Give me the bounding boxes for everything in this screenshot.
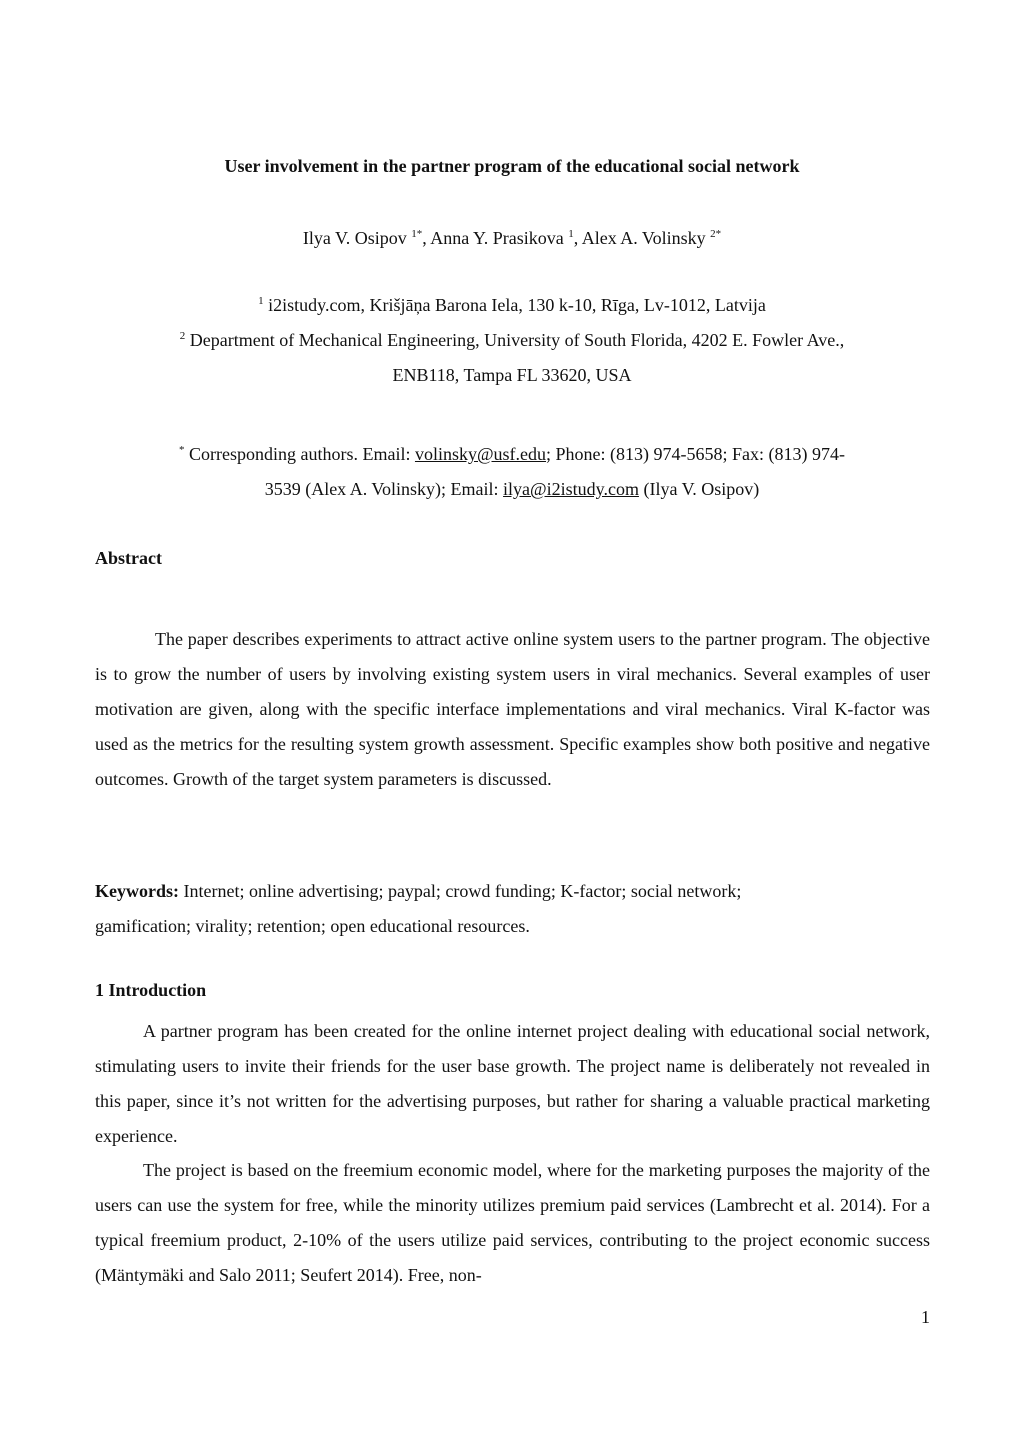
correspondence-prefix: Corresponding authors. Email: [188, 444, 415, 464]
keywords-line-2: gamification; virality; retention; open educational resources. [95, 916, 530, 936]
keywords-section [95, 874, 930, 944]
correspondence-line-1 [0, 444, 1024, 465]
abstract-body: The paper describes experiments to attract active online system users to the partner program. The objective is to grow the number of users by involving existing system users in viral mechanics. Several examples of user motivation are given, along with the specific interface implementations and viral mechanics. Viral K-factor was used as the metrics for the resulting system growth assessment. Specific examples show both positive and negative outcomes. Growth of the target system parameters is discussed. [95, 629, 930, 789]
affiliation-text: Department of Mechanical Engineering, University of South Florida, 4202 E. Fowler Ave., [189, 330, 845, 350]
introduction-heading: 1 Introduction [95, 980, 207, 1000]
correspondence-contact: ; Phone: (813) 974-5658; Fax: (813) 974- [546, 444, 845, 464]
affiliation-mark: 1 [258, 295, 264, 307]
author-name: Anna Y. Prasikova [430, 228, 564, 248]
affiliation-2-continued: ENB118, Tampa FL 33620, USA [392, 365, 632, 385]
email-link-osipov[interactable]: ilya@i2istudy.com [503, 479, 639, 499]
author-name: Alex A. Volinsky [581, 228, 706, 248]
affiliation-text: i2istudy.com, Krišjāņa Barona Iela, 130 k-10, Rīga, Lv-1012, Latvija [268, 295, 766, 315]
affiliation-2 [0, 330, 1024, 351]
correspondence-mark: * [178, 444, 185, 456]
author-name: Ilya V. Osipov [302, 228, 407, 248]
affiliation-1 [0, 295, 1024, 316]
page-number: 1 [921, 1307, 930, 1327]
author-affiliation-mark: 1 [568, 228, 574, 240]
affiliation-mark: 2 [179, 330, 186, 342]
keywords-label: Keywords: [95, 881, 179, 901]
author-separator: , [573, 228, 582, 248]
correspondence-suffix: (Ilya V. Osipov) [638, 479, 760, 499]
author-affiliation-mark: 2* [710, 228, 722, 240]
introduction-paragraph-2: The project is based on the freemium economic model, where for the marketing purposes the majority of the users can use the system for free, while the minority utilizes premium paid services (Lambrecht et al. 2014). For a typical freemium product, 2-10% of the users utilize paid services, contributing to the project economic success (Mäntymäki and Salo 2011; Seufert 2014). Free, non- [95, 1160, 930, 1285]
keywords-line-1: Internet; online advertising; paypal; crowd funding; K-factor; social network; [179, 881, 742, 901]
paper-title: User involvement in the partner program of the educational social network [224, 156, 800, 176]
introduction-paragraph-1: A partner program has been created for the online internet project dealing with educational social network, stimulating users to invite their friends for the user base growth. The project name is deliberately not revealed in this paper, since it’s not written for the advertising purposes, but rather for sharing a valuable practical marketing experience. [95, 1021, 930, 1146]
author-list [0, 228, 1024, 249]
correspondence-prefix-2: 3539 (Alex A. Volinsky); Email: [264, 479, 504, 499]
abstract-heading: Abstract [95, 548, 162, 568]
correspondence-line-2 [0, 479, 1024, 500]
author-separator: , [422, 228, 431, 248]
author-affiliation-mark: 1* [411, 228, 423, 240]
email-link-volinsky[interactable]: volinsky@usf.edu [414, 444, 547, 464]
